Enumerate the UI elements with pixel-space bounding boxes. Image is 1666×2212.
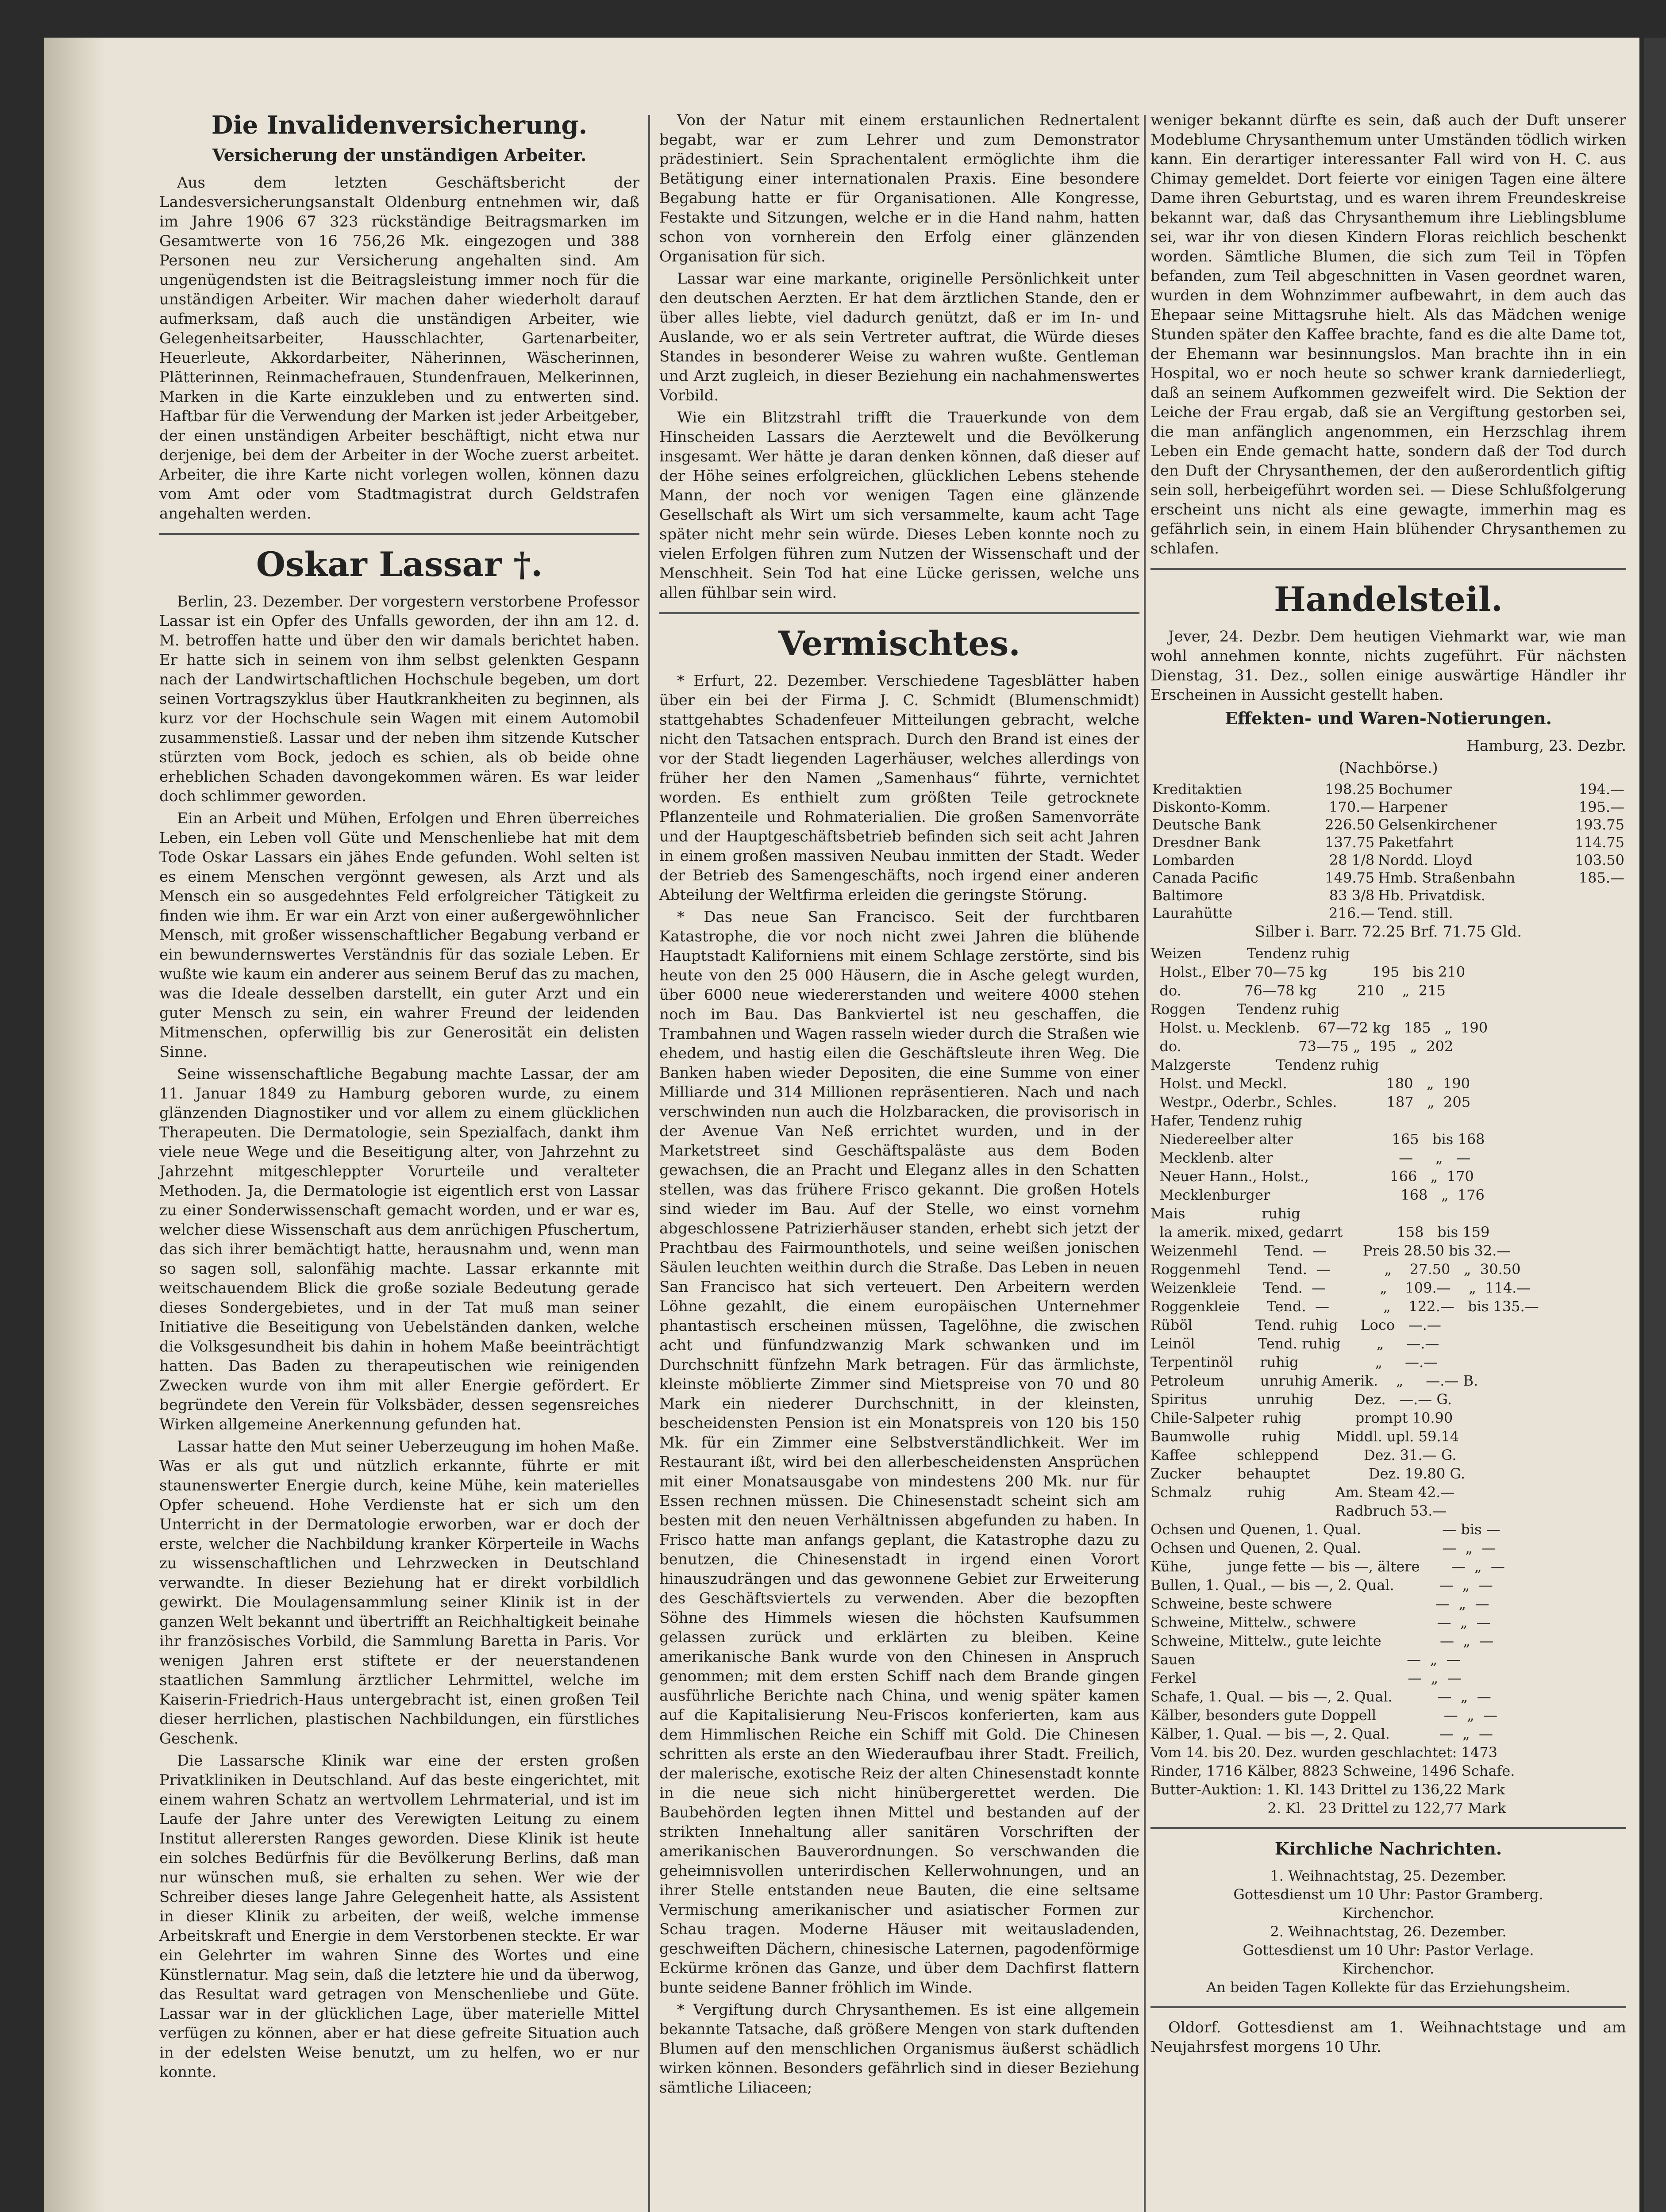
silber-line: Silber i. Barr. 72.25 Brf. 71.75 Gld. xyxy=(1254,923,1522,941)
column-rule xyxy=(1144,115,1146,2212)
commodity-line: Ochsen und Quenen, 1. Qual. — bis — xyxy=(1150,1521,1501,1538)
kirche-line: Gottesdienst um 10 Uhr: Pastor Gramberg. xyxy=(1233,1886,1543,1903)
stock-cell: Deutsche Bank xyxy=(1152,816,1261,833)
commodity-line: Westpr., Oderbr., Schles. 187 „ 205 xyxy=(1150,1094,1471,1110)
kirche-line: Kirchenchor. xyxy=(1342,1960,1435,1977)
commodity-line: Roggenmehl Tend. — „ 27.50 „ 30.50 xyxy=(1150,1261,1521,1278)
stock-cell: 28 1/8 xyxy=(1329,852,1375,868)
commodity-line: Kälber, 1. Qual. — bis —, 2. Qual. — „ — xyxy=(1150,1725,1493,1742)
stock-cell: Canada Pacific xyxy=(1152,869,1258,886)
right-border xyxy=(1644,38,1666,2212)
commodity-line: Hafer, Tendenz ruhig xyxy=(1150,1112,1302,1129)
stock-row xyxy=(1150,833,1626,851)
commodity-line: Bullen, 1. Qual., — bis —, 2. Qual. — „ — xyxy=(1150,1577,1493,1594)
commodity-line: Malzgerste Tendenz ruhig xyxy=(1150,1056,1379,1073)
stock-cell: 170.— xyxy=(1328,799,1375,815)
invaliden-text: Aus dem letzten Geschäftsbericht der Landesversicherungsanstalt Oldenburg entnehmen wir, daß im Jahre 1906 67 323 rückständige Beitragsmarken im Gesamtwerte von 16 756,26 Mk. eingezogen und 388 Personen neu zur Versicherung angehalten sind. Am ungenügendsten ist die Beitragsleistung immer noch für die unständigen Arbeiter. Wir machen daher wiederholt darauf aufmerksam, daß auch die unständigen Arbeiter, wie Gelegenheitsarbeiter, Hausschlachter, Gartenarbeiter, Heuerleute, Akkordarbeiter, Näherinnen, Wäscherinnen, Plätterinnen, Reinmachefrauen, Stundenfrauen, Melkerinnen, Marken in die Karte einzukleben und zu entwerten sind. Haftbar für die Verwendung der Marken ist jeder Arbeitgeber, der einen unständigen Arbeiter beschäftigt, nicht etwa nur derjenige, bei dem der Arbeiter in der Woche zuerst arbeitet. Arbeiter, die ihre Karte nicht vorlegen wollen, können dazu vom Amt oder vom Stadtmagistrat durch Geldstrafen angehalten werden. xyxy=(159,174,639,522)
page-edge xyxy=(44,38,106,2212)
stock-cell xyxy=(1558,904,1626,922)
stock-cell: Nordd. Lloyd xyxy=(1378,852,1473,868)
commodity-line: Roggen Tendenz ruhig xyxy=(1150,1001,1340,1018)
stock-cell: 149.75 xyxy=(1325,869,1375,886)
stock-row xyxy=(1150,869,1626,887)
effekten-title: Effekten- und Waren-Notierungen. xyxy=(1225,708,1552,728)
commodity-line: Holst. und Meckl. 180 „ 190 xyxy=(1150,1075,1470,1092)
lassar-paragraph: Lassar hatte den Mut seiner Ueberzeugung im hohen Maße. Was er als gut und nützlich erkannte, führte er mit staunenswerter Energie durch, keine Mühe, kein materielles Opfer scheuend. Hohe Verdienste hat er sich um den Unterricht in der Dermatologie erworben, war er doch der erste, welcher die Nachbildung kranker Körperteile in Wachs zu wissenschaftlichen und Lehrzwecken in Deutschland verwandte. In dieser Beziehung hat er direkt vorbildlich gewirkt. Die Moulagensammlung seiner Klinik ist in der ganzen Welt bekannt und übertrifft an Reichhaltigkeit beinahe ihr französisches Vorbild, die Sammlung Baretta in Paris. Vor wenigen Jahren erst stiftete er der neuerstandenen staatlichen Sammlung ärztlicher Lehrmittel, welche im Kaiserin-Friedrich-Haus untergebracht ist, einen großen Teil dieser herrlichen, plastischen Nachbildungen, ein fürstliches Geschenk. xyxy=(159,1438,639,1747)
commodity-line: Roggenkleie Tend. — „ 122.— bis 135.— xyxy=(1150,1298,1539,1315)
lassar-paragraph: Ein an Arbeit und Mühen, Erfolgen und Ehren überreiches Leben, ein Leben voll Güte und Menschenliebe hat mit dem Tode Oskar Lassars ein jähes Ende gefunden. Wohl selten ist es einem Menschen vergönnt gewesen, als Arzt und als Mensch ein so ausgedehntes Feld erfolgreicher Tätigkeit zu finden wie ihm. Er war ein Arzt von einer außergewöhnlicher Mensch, mit großer wissenschaftlicher Begabung verband er ein bewundernswertes Verständnis für das soziale Leben. Er wußte wie kaum ein anderer aus seinem Beruf das zu machen, was die Ideale desselben darstellt, ein guter Arzt und ein guter Mensch zu sein, ein wahrer Freund der leidenden Mitmenschen, opferwillig bis zur Generosität ein delisten Sinne. xyxy=(159,810,639,1061)
stock-cell: Tend. still. xyxy=(1378,905,1453,922)
invaliden-title: Die Invalidenversicherung. xyxy=(211,111,588,140)
stock-cell: Diskonto-Komm. xyxy=(1152,799,1271,815)
stock-row xyxy=(1150,904,1626,922)
stock-cell: 185.— xyxy=(1578,869,1624,886)
commodity-line: Neuer Hann., Holst., 166 „ 170 xyxy=(1150,1168,1474,1185)
hamburg-dateline: Hamburg, 23. Dezbr. xyxy=(1466,737,1626,755)
column-3 xyxy=(1150,111,1626,2059)
stock-table xyxy=(1150,780,1626,922)
stock-cell: Paketfahrt xyxy=(1378,834,1454,851)
stock-cell: 103.50 xyxy=(1575,852,1624,868)
commodity-line: Weizen Tendenz ruhig xyxy=(1150,945,1350,962)
stock-cell: Laurahütte xyxy=(1152,905,1233,922)
commodity-line: Schweine, Mittelw., gute leichte — „ — xyxy=(1150,1632,1494,1649)
commodity-line: Schafe, 1. Qual. — bis —, 2. Qual. — „ — xyxy=(1150,1688,1491,1705)
commodity-line: Mecklenburger 168 „ 176 xyxy=(1150,1187,1485,1203)
lassar-cont: Wie ein Blitzstrahl trifft die Trauerkunde von dem Hinscheiden Lassars die Aerztewelt und die Bevölkerung insgesamt. Wer hätte je daran denken können, daß dieser auf der Höhe seines erfolgreichen, glücklichen Lebens stehende Mann, der noch vor wenigen Tagen eine glänzende Gesellschaft als Wirt um sich versammelte, kaum acht Tage später nicht mehr sein würde. Dieses Leben konnte noch zu vielen Erfolgen führen zum Nutzen der Wissenschaft und der Menschheit. Sein Tod hat eine Lücke gerissen, welche uns allen fühlbar sein wird. xyxy=(659,409,1139,602)
oldorf-notice: Oldorf. Gottesdienst am 1. Weihnachtstage und am Neujahrsfest morgens 10 Uhr. xyxy=(1150,2019,1626,2056)
stock-cell: Baltimore xyxy=(1152,887,1223,904)
commodity-line: do. 76—78 kg 210 „ 215 xyxy=(1150,982,1446,999)
commodity-line: Holst., Elber 70—75 kg 195 bis 210 xyxy=(1150,964,1466,980)
commodity-line: Petroleum unruhig Amerik. „ —.— B. xyxy=(1150,1372,1478,1389)
nachboerse-label: (Nachbörse.) xyxy=(1339,759,1438,777)
stock-cell: 83 3/8 xyxy=(1329,887,1375,904)
stock-row xyxy=(1150,887,1626,904)
commodity-line: Leinöl Tend. ruhig „ —.— xyxy=(1150,1335,1439,1352)
chrysanthemen-article: * Vergiftung durch Chrysanthemen. Es ist eine allgemein bekannte Tatsache, daß größere Mengen von stark duftenden Blumen auf den menschlichen Organismus äußerst schädlich wirken können. Besonders gefährlich sind in dieser Beziehung sämtliche Liliaceen; xyxy=(659,2001,1139,2097)
commodity-line: Spiritus unruhig Dez. —.— G. xyxy=(1150,1391,1452,1408)
commodity-line: Weizenmehl Tend. — Preis 28.50 bis 32.— xyxy=(1150,1242,1511,1259)
kirche-line: Kirchenchor. xyxy=(1342,1905,1435,1921)
lassar-title: Oskar Lassar †. xyxy=(256,545,543,584)
commodity-line: Schweine, beste schwere — „ — xyxy=(1150,1595,1489,1612)
column-rule xyxy=(648,115,650,2212)
stock-cell: Kreditaktien xyxy=(1152,781,1242,798)
stock-cell: 195.— xyxy=(1578,799,1624,815)
commodity-line: Kaffee schleppend Dez. 31.— G. xyxy=(1150,1447,1457,1463)
stock-cell: 216.— xyxy=(1328,905,1375,922)
commodity-line: Butter-Auktion: 1. Kl. 143 Drittel zu 136,22 Mark xyxy=(1150,1781,1505,1798)
stock-cell xyxy=(1558,887,1626,904)
commodity-line: Mais ruhig xyxy=(1150,1205,1300,1222)
commodity-line: Baumwolle ruhig Middl. upl. 59.14 xyxy=(1150,1428,1459,1445)
kirche-line: An beiden Tagen Kollekte für das Erziehungsheim. xyxy=(1206,1979,1570,1996)
stock-cell: 114.75 xyxy=(1575,834,1624,851)
lassar-cont: Lassar war eine markante, originelle Persönlichkeit unter den deutschen Aerzten. Er hat dem ärztlichen Stande, den er über alles liebte, viel dadurch genützt, daß er im In- und Auslande, wo er als sein Vertreter auftrat, die Würde dieses Standes in besonderer Weise zu wahren wußte. Gentleman und Arzt zugleich, in dieser Beziehung ein nachahmenswertes Vorbild. xyxy=(659,270,1139,404)
divider xyxy=(1150,568,1626,570)
stock-row xyxy=(1150,816,1626,833)
lassar-paragraph: Berlin, 23. Dezember. Der vorgestern verstorbene Professor Lassar ist ein Opfer des Unfalls geworden, der ihn am 12. d. M. betroffen hatte und über den wir damals berichtet haben. Er hatte sich in seinem von ihm selbst gelenkten Gespann nach der Landwirtschaftlichen Hochschule begeben, um dort seinen Vortragszyklus über Hautkrankheiten zu beginnen, als kurz vor der Hochschule sein Wagen mit einem Automobil zusammenstieß. Lassar und der neben ihm sitzende Kutscher stürzten vom Bock, jedoch es schien, als ob beide ohne erheblichen Schaden davongekommen wären. Es war leider doch schlimmer geworden. xyxy=(159,593,639,805)
stock-cell: Hb. Privatdisk. xyxy=(1378,887,1485,904)
stock-cell: 226.50 xyxy=(1325,816,1375,833)
column-1 xyxy=(159,111,639,2085)
commodity-line: Sauen — „ — xyxy=(1150,1651,1461,1668)
commodity-line: Terpentinöl ruhig „ —.— xyxy=(1150,1354,1438,1371)
commodity-line: Weizenkleie Tend. — „ 109.— „ 114.— xyxy=(1150,1279,1531,1296)
commodity-list xyxy=(1150,944,1626,1817)
stock-cell: 194.— xyxy=(1578,781,1624,798)
kirche-line: 2. Weihnachtstag, 26. Dezember. xyxy=(1270,1923,1507,1940)
commodity-line: la amerik. mixed, gedarrt 158 bis 159 xyxy=(1150,1224,1490,1240)
commodity-line: Mecklenb. alter — „ — xyxy=(1150,1149,1471,1166)
handelsteil-title: Handelsteil. xyxy=(1274,580,1503,619)
commodity-line: Niedereelber alter 165 bis 168 xyxy=(1150,1131,1485,1148)
commodity-line: Ferkel — „ — xyxy=(1150,1670,1462,1686)
stock-row xyxy=(1150,798,1626,816)
divider xyxy=(659,612,1139,614)
commodity-line: Chile-Salpeter ruhig prompt 10.90 xyxy=(1150,1409,1453,1426)
commodity-line: Rinder, 1716 Kälber, 8823 Schweine, 1496 Schafe. xyxy=(1150,1763,1515,1779)
commodity-line: 2. Kl. 23 Drittel zu 122,77 Mark xyxy=(1150,1800,1506,1816)
lassar-paragraph: Seine wissenschaftliche Begabung machte Lassar, der am 11. Januar 1849 zu Hamburg geboren wurde, zu einem glänzenden Diagnostiker und vor allem zu einem glücklichen Therapeuten. Die Dermatologie, sein Spezialfach, dankt ihm viele neue Wege und die Beseitigung alter, von Jahrzehnt zu Jahrzehnt mitgeschleppter Vorurteile und veralteter Methoden. Ja, die Dermatologie ist eigentlich erst von Lassar zu einer Sonderwissenschaft gemacht worden, und er war es, welcher diese Wissenschaft aus dem anrüchigen Pfuschertum, das sich ihrer bemächtigt hatte, herausnahm und, wenn man so sagen soll, salonfähig machte. Lassar erkannte mit weitschauendem Blick die große soziale Bedeutung gerade dieses Sondergebietes, und in der Tat muß man seiner Initiative die Beseitigung von Uebelständen danken, welche die Volksgesundheit bis dahin in hohem Maße beeinträchtigt hatten. Das Baden zu therapeutischen wie reinigenden Zwecken wurde von ihm mit aller Energie gefördert. Er begründete den Verein für Volksbäder, dessen segensreiches Wirken allgemeine Anerkennung gefunden hat. xyxy=(159,1065,639,1433)
stock-cell: Dresdner Bank xyxy=(1152,834,1261,851)
jever-report: Jever, 24. Dezbr. Dem heutigen Viehmarkt war, wie man wohl annehmen konnte, nichts zugeführt. Für nächsten Dienstag, 31. Dez., sollen einige auswärtige Händler ihr Erscheinen in Aussicht gestellt haben. xyxy=(1150,628,1626,704)
invaliden-subtitle: Versicherung der unständigen Arbeiter. xyxy=(212,145,587,165)
divider xyxy=(1150,2006,1626,2008)
commodity-line: Kälber, besonders gute Doppell — „ — xyxy=(1150,1707,1497,1724)
stock-cell: 193.75 xyxy=(1575,816,1624,833)
commodity-line: Zucker behauptet Dez. 19.80 G. xyxy=(1150,1465,1466,1482)
stock-cell: Bochumer xyxy=(1378,781,1452,798)
chrysanthemen-cont: weniger bekannt dürfte es sein, daß auch der Duft unserer Modeblume Chrysanthemum unter Umständen tödlich wirken kann. Ein derartiger interessanter Fall wird von H. C. aus Chimay gemeldet. Dort feierte vor einigen Tagen eine ältere Dame ihren Geburtstag, und es waren ihrem Freundeskreise bekannt war, daß das Chrysanthemum ihre Lieblingsblume sei, war ihr von diesen Kindern Floras reichlich beschenkt worden. Sämtliche Blumen, die sich zum Teil in Töpfen befanden, zum Teil abgeschnitten in Vasen geordnet waren, wurden in dem Wohnzimmer aufbewahrt, in dem auch das Ehepaar seine Mittagsruhe hielt. Als das Mädchen wenige Stunden später den Kaffee brachte, fand es die alte Dame tot, der Ehemann war besinnungslos. Man brachte ihn in ein Hospital, wo er noch heute so schwer krank darniederliegt, daß an seinem Aufkommen gezweifelt wird. Die Sektion der Leiche der Frau ergab, daß sie an Vergiftung gestorben sei, die man anfänglich angenommen, ein Herzschlag ihrem Leben ein Ende gemacht hatte, sondern daß der Tod durch den Duft der Chrysanthemen, der den außerordentlich giftig sein soll, herbeigeführt worden sei. — Diese Schlußfolgerung erscheint uns nicht als eine gewagte, immerhin mag es gefährlich sein, in einem Hain blühender Chrysanthemen zu schlafen. xyxy=(1150,111,1626,557)
stock-cell: 198.25 xyxy=(1325,781,1375,798)
commodity-line: Radbruch 53.— xyxy=(1150,1502,1447,1519)
commodity-line: Kühe, junge fette — bis —, ältere — „ — xyxy=(1150,1558,1505,1575)
stock-row xyxy=(1150,780,1626,798)
commodity-line: Schmalz ruhig Am. Steam 42.— xyxy=(1150,1484,1455,1501)
stock-cell: 137.75 xyxy=(1325,834,1375,851)
commodity-line: Vom 14. bis 20. Dez. wurden geschlachtet: 1473 xyxy=(1150,1744,1497,1761)
commodity-line: do. 73—75 „ 195 „ 202 xyxy=(1150,1038,1454,1055)
lassar-paragraph: Die Lassarsche Klinik war eine der ersten großen Privatkliniken in Deutschland. Auf das beste eingerichtet, mit einem wahren Schatz an wertvollem Lehrmaterial, und ist im Laufe der Jahre unter des Verewigten Leitung zu einem Institut allerersten Ranges geworden. Diese Klinik ist heute ein solches Bedürfnis für die Bevölkerung Berlins, daß man nur wünschen muß, sie erhalten zu sehen. Wer wie der Schreiber dieses lange Jahre Gelegenheit hatte, als Assistent in dieser Klinik zu arbeiten, der weiß, welche immense Arbeitskraft und Energie in dem Verstorbenen steckte. Er war ein Gelehrter im wahren Sinne des Wortes und eine Künstlernatur. Mag sein, daß die letztere hie und da überwog, das Resultat ward getragen von Menschenliebe und Güte. Lassar war in der glücklichen Lage, über materielle Mittel verfügen zu können, aber er hat diese gefreite Situation auch in der edelsten Weise benutzt, um zu helfen, wo er nur konnte. xyxy=(159,1752,639,2081)
stock-cell: Lombarden xyxy=(1152,852,1235,868)
kirche-title: Kirchliche Nachrichten. xyxy=(1274,1839,1502,1859)
column-2 xyxy=(659,111,1139,2100)
commodity-line: Ochsen und Quenen, 2. Qual. — „ — xyxy=(1150,1540,1496,1556)
commodity-line: Holst. u. Mecklenb. 67—72 kg 185 „ 190 xyxy=(1150,1019,1488,1036)
stock-cell: Hmb. Straßenbahn xyxy=(1378,869,1516,886)
erfurt-article: * Erfurt, 22. Dezember. Verschiedene Tagesblätter haben über ein bei der Firma J. C. Schmidt (Blumenschmidt) stattgehabtes Schadenfeuer Mitteilungen gebracht, welche nicht den Tatsachen entsprach. Durch den Brand ist eines der vor der Stadt liegenden Lagerhäuser, welches allerdings von früher her den Namen „Samenhaus“ führte, vernichtet worden. Es enthielt zum größten Teile getrocknete Pflanzenteile und Rohmaterialien. Die großen Samenvorräte und der Hauptgeschäftsbetrieb befinden sich seit acht Jahren in einem großen massiven Neubau inmitten der Stadt. Weder der Betrieb des Samengeschäfts, noch irgend einer anderen Abteilung der Weltfirma erleiden die geringste Störung. xyxy=(659,672,1139,904)
divider xyxy=(1150,1827,1626,1829)
vermischtes-title: Vermischtes. xyxy=(778,624,1020,663)
sanfrancisco-article: * Das neue San Francisco. Seit der furchtbaren Katastrophe, die vor noch nicht zwei Jahren die blühende Hauptstadt Kaliforniens mit einem Schlage zerstörte, sind bis heute von den 25 000 Häusern, die in Asche gelegt wurden, über 6000 neue wiedererstanden und weitere 4000 stehen noch im Bau. Das Bankviertel ist neu geschaffen, die Trambahnen und Wagen rasseln wieder durch die Straßen wie ehedem, und hastig eilen die Geschäftsleute ihren Weg. Die Banken haben wieder Depositen, die eine Summe von einer Milliarde und 314 Millionen repräsentieren. Nach und nach verschwinden nun auch die Holzbaracken, die provisorisch in der Avenue Van Neß errichtet wurden, und in der Marketstreet sind Geschäftspaläste aus dem Boden gewachsen, die an Pracht und Eleganz alles in den Schatten stellen, was das frühere Frisco gekannt. Die großen Hotels sind wieder im Bau. Auf der Stelle, wo einst vornehm abgeschlossene Patrizierhäuser standen, erhebt sich jetzt der Prachtbau des Fairmounthotels, und seine weißen jonischen Säulen leuchten weithin durch die Straße. Das Leben in neuen San Francisco hat sich verteuert. Den Arbeitern werden Löhne gezahlt, die einem europäischen Unternehmer phantastisch erscheinen müssen, Tagelöhne, die zwischen acht und fünfundzwanzig Mark schwanken und im Durchschnitt fünfzehn Mark betragen. Für das ärmlichste, kleinste möblierte Zimmer sind Mietspreise von 70 und 80 Mark ein niederer Durchschnitt, in der kleinsten, bescheidensten Pension ist ein Monatspreis von 120 bis 150 Mk. für ein Zimmer eine Selbstverständlichkeit. Wer im Restaurant ißt, wird bei den allerbescheidensten Ansprüchen mit einer Monatsausgabe von mindestens 200 Mk. nur für Essen rechnen müssen. Die Chinesenstadt scheint sich am besten mit den neuen Verhältnissen abgefunden zu haben. In Frisco hatte man anfangs geplant, die Katastrophe dazu zu benutzen, die Chinesenstadt in irgend einen Vorort hinauszudrängen und das gewonnene Gebiet zur Erweiterung des Geschäftsviertels zu verwenden. Aber die bezopften Söhne des Himmels wiesen die höchsten Kaufsummen gelassen zurück und erklärten zu bleiben. Keine amerikanische Bank wurde von den Chinesen in Anspruch genommen; mit dem ersten Schiff nach dem Brande gingen ausführliche Berichte nach China, und wenig später kamen auf die Kapitalisierung Neu-Friscos konferierten, kam aus dem Himmlischen Reiche ein Schiff mit Gold. Die Chinesen schritten als erste an den Wiederaufbau ihrer Stadt. Freilich, der malerische, exotische Reiz der alten Chinesenstadt konnte in die neue sich nicht hinübergerettet werden. Die Baubehörden legten ihnen Mittel und bestanden auf der strikten Innehaltung aller sanitären Vorschriften der amerikanischen Bauverordnungen. So verschwanden die geheimnisvollen unterirdischen Kellerwohnungen, und an ihrer Stelle entstanden neue Bauten, die eine seltsame Vermischung amerikanischer und asiatischer Formen zur Schau tragen. Moderne Häuser mit weitausladenden, geschweiften Dächern, chinesische Laternen, pagodenförmige Eckürme krönen das Ganze, und über dem Dachfirst flattern bunte seidene Banner fröhlich im Winde. xyxy=(659,908,1139,1997)
kirche-line: Gottesdienst um 10 Uhr: Pastor Verlage. xyxy=(1243,1942,1534,1959)
commodity-line: Rüböl Tend. ruhig Loco —.— xyxy=(1150,1317,1441,1333)
stock-row xyxy=(1150,851,1626,869)
stock-cell: Gelsenkirchener xyxy=(1378,816,1497,833)
stock-cell: Harpener xyxy=(1378,799,1447,815)
kirche-line: 1. Weihnachtstag, 25. Dezember. xyxy=(1270,1867,1507,1884)
lassar-cont: Von der Natur mit einem erstaunlichen Rednertalent begabt, war er zum Lehrer und zum Demonstrator prädestiniert. Sein Sprachentalent ermöglichte ihm die Betätigung einer internationalen Praxis. Eine besondere Begabung hatte er für Organisationen. Alle Kongresse, Festakte und Sitzungen, welche er in die Hand nahm, hatten schon von vornherein den Erfolg einer glänzenden Organisation für sich. xyxy=(659,111,1139,265)
commodity-line: Schweine, Mittelw., schwere — „ — xyxy=(1150,1614,1491,1631)
divider xyxy=(159,533,639,535)
